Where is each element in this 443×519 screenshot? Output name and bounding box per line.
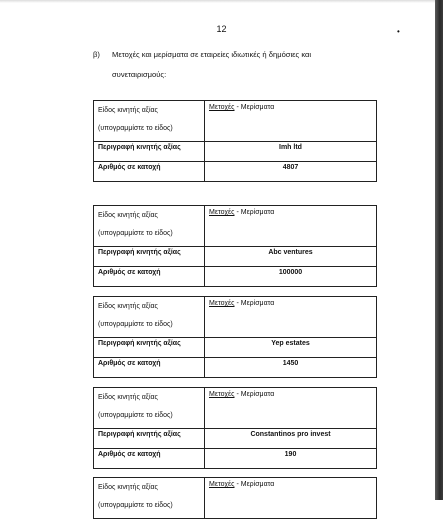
holding-table-5	[93, 477, 377, 519]
type-row	[94, 388, 377, 429]
section-heading-line2: συνεταιρισμούς:	[112, 70, 167, 79]
holding-table-3	[93, 296, 377, 378]
type-label: Είδος κινητής αξίας	[98, 394, 158, 401]
quantity-label: Αριθμός σε κατοχή	[94, 162, 205, 182]
type-value-cell	[205, 101, 377, 142]
type-option-dividends: Μερίσματα	[240, 391, 275, 398]
description-value: Abc ventures	[205, 247, 377, 267]
type-option-dividends: Μερίσματα	[240, 300, 275, 307]
type-hint: (υπογραμμίστε το είδος)	[98, 230, 173, 237]
type-value-cell	[205, 388, 377, 429]
type-hint: (υπογραμμίστε το είδος)	[98, 412, 173, 419]
quantity-label: Αριθμός σε κατοχή	[94, 358, 205, 378]
type-value-cell	[205, 297, 377, 338]
type-option-shares: Μετοχές	[209, 481, 235, 488]
holding-table-1	[93, 100, 377, 182]
holding-table-4	[93, 387, 377, 469]
type-hint: (υπογραμμίστε το είδος)	[98, 502, 173, 509]
type-label-cell	[94, 388, 205, 429]
page-top-shadow	[0, 0, 435, 3]
type-option-shares: Μετοχές	[209, 104, 235, 111]
type-row	[94, 101, 377, 142]
corner-mark: •	[397, 27, 400, 36]
quantity-row	[94, 358, 377, 378]
type-option-shares: Μετοχές	[209, 391, 235, 398]
type-label: Είδος κινητής αξίας	[98, 212, 158, 219]
description-label: Περιγραφή κινητής αξίας	[94, 429, 205, 449]
quantity-value: 190	[205, 449, 377, 469]
type-option-shares: Μετοχές	[209, 300, 235, 307]
type-option-dividends: Μερίσματα	[240, 481, 275, 488]
quantity-row	[94, 162, 377, 182]
description-value: Imh ltd	[205, 142, 377, 162]
type-hint: (υπογραμμίστε το είδος)	[98, 321, 173, 328]
description-row	[94, 142, 377, 162]
description-label: Περιγραφή κινητής αξίας	[94, 338, 205, 358]
description-value: Yep estates	[205, 338, 377, 358]
type-row	[94, 478, 377, 519]
type-option-separator: -	[234, 300, 241, 307]
scanned-page-edge	[435, 0, 443, 500]
quantity-value: 100000	[205, 267, 377, 287]
quantity-row	[94, 267, 377, 287]
description-row	[94, 247, 377, 267]
type-label: Είδος κινητής αξίας	[98, 484, 158, 491]
type-label-cell	[94, 478, 205, 519]
type-label-cell	[94, 297, 205, 338]
type-value-cell	[205, 206, 377, 247]
description-label: Περιγραφή κινητής αξίας	[94, 247, 205, 267]
quantity-value: 4807	[205, 162, 377, 182]
type-label: Είδος κινητής αξίας	[98, 107, 158, 114]
type-option-separator: -	[234, 481, 241, 488]
description-value: Constantinos pro invest	[205, 429, 377, 449]
type-option-dividends: Μερίσματα	[240, 104, 275, 111]
type-hint: (υπογραμμίστε το είδος)	[98, 125, 173, 132]
section-label: β)	[93, 50, 100, 59]
type-option-dividends: Μερίσματα	[240, 209, 275, 216]
quantity-value: 1450	[205, 358, 377, 378]
type-label: Είδος κινητής αξίας	[98, 303, 158, 310]
quantity-label: Αριθμός σε κατοχή	[94, 267, 205, 287]
description-row	[94, 429, 377, 449]
type-option-separator: -	[234, 104, 241, 111]
type-option-separator: -	[234, 209, 241, 216]
quantity-row	[94, 449, 377, 469]
holding-table-2	[93, 205, 377, 287]
type-row	[94, 297, 377, 338]
quantity-label: Αριθμός σε κατοχή	[94, 449, 205, 469]
description-label: Περιγραφή κινητής αξίας	[94, 142, 205, 162]
type-option-separator: -	[234, 391, 241, 398]
type-label-cell	[94, 206, 205, 247]
description-row	[94, 338, 377, 358]
page-number: 12	[216, 24, 227, 34]
type-label-cell	[94, 101, 205, 142]
type-row	[94, 206, 377, 247]
section-heading-line1: Μετοχές και μερίσματα σε εταιρείες ιδιωτικές ή δημόσιες και	[112, 50, 312, 59]
type-value-cell	[205, 478, 377, 519]
type-option-shares: Μετοχές	[209, 209, 235, 216]
